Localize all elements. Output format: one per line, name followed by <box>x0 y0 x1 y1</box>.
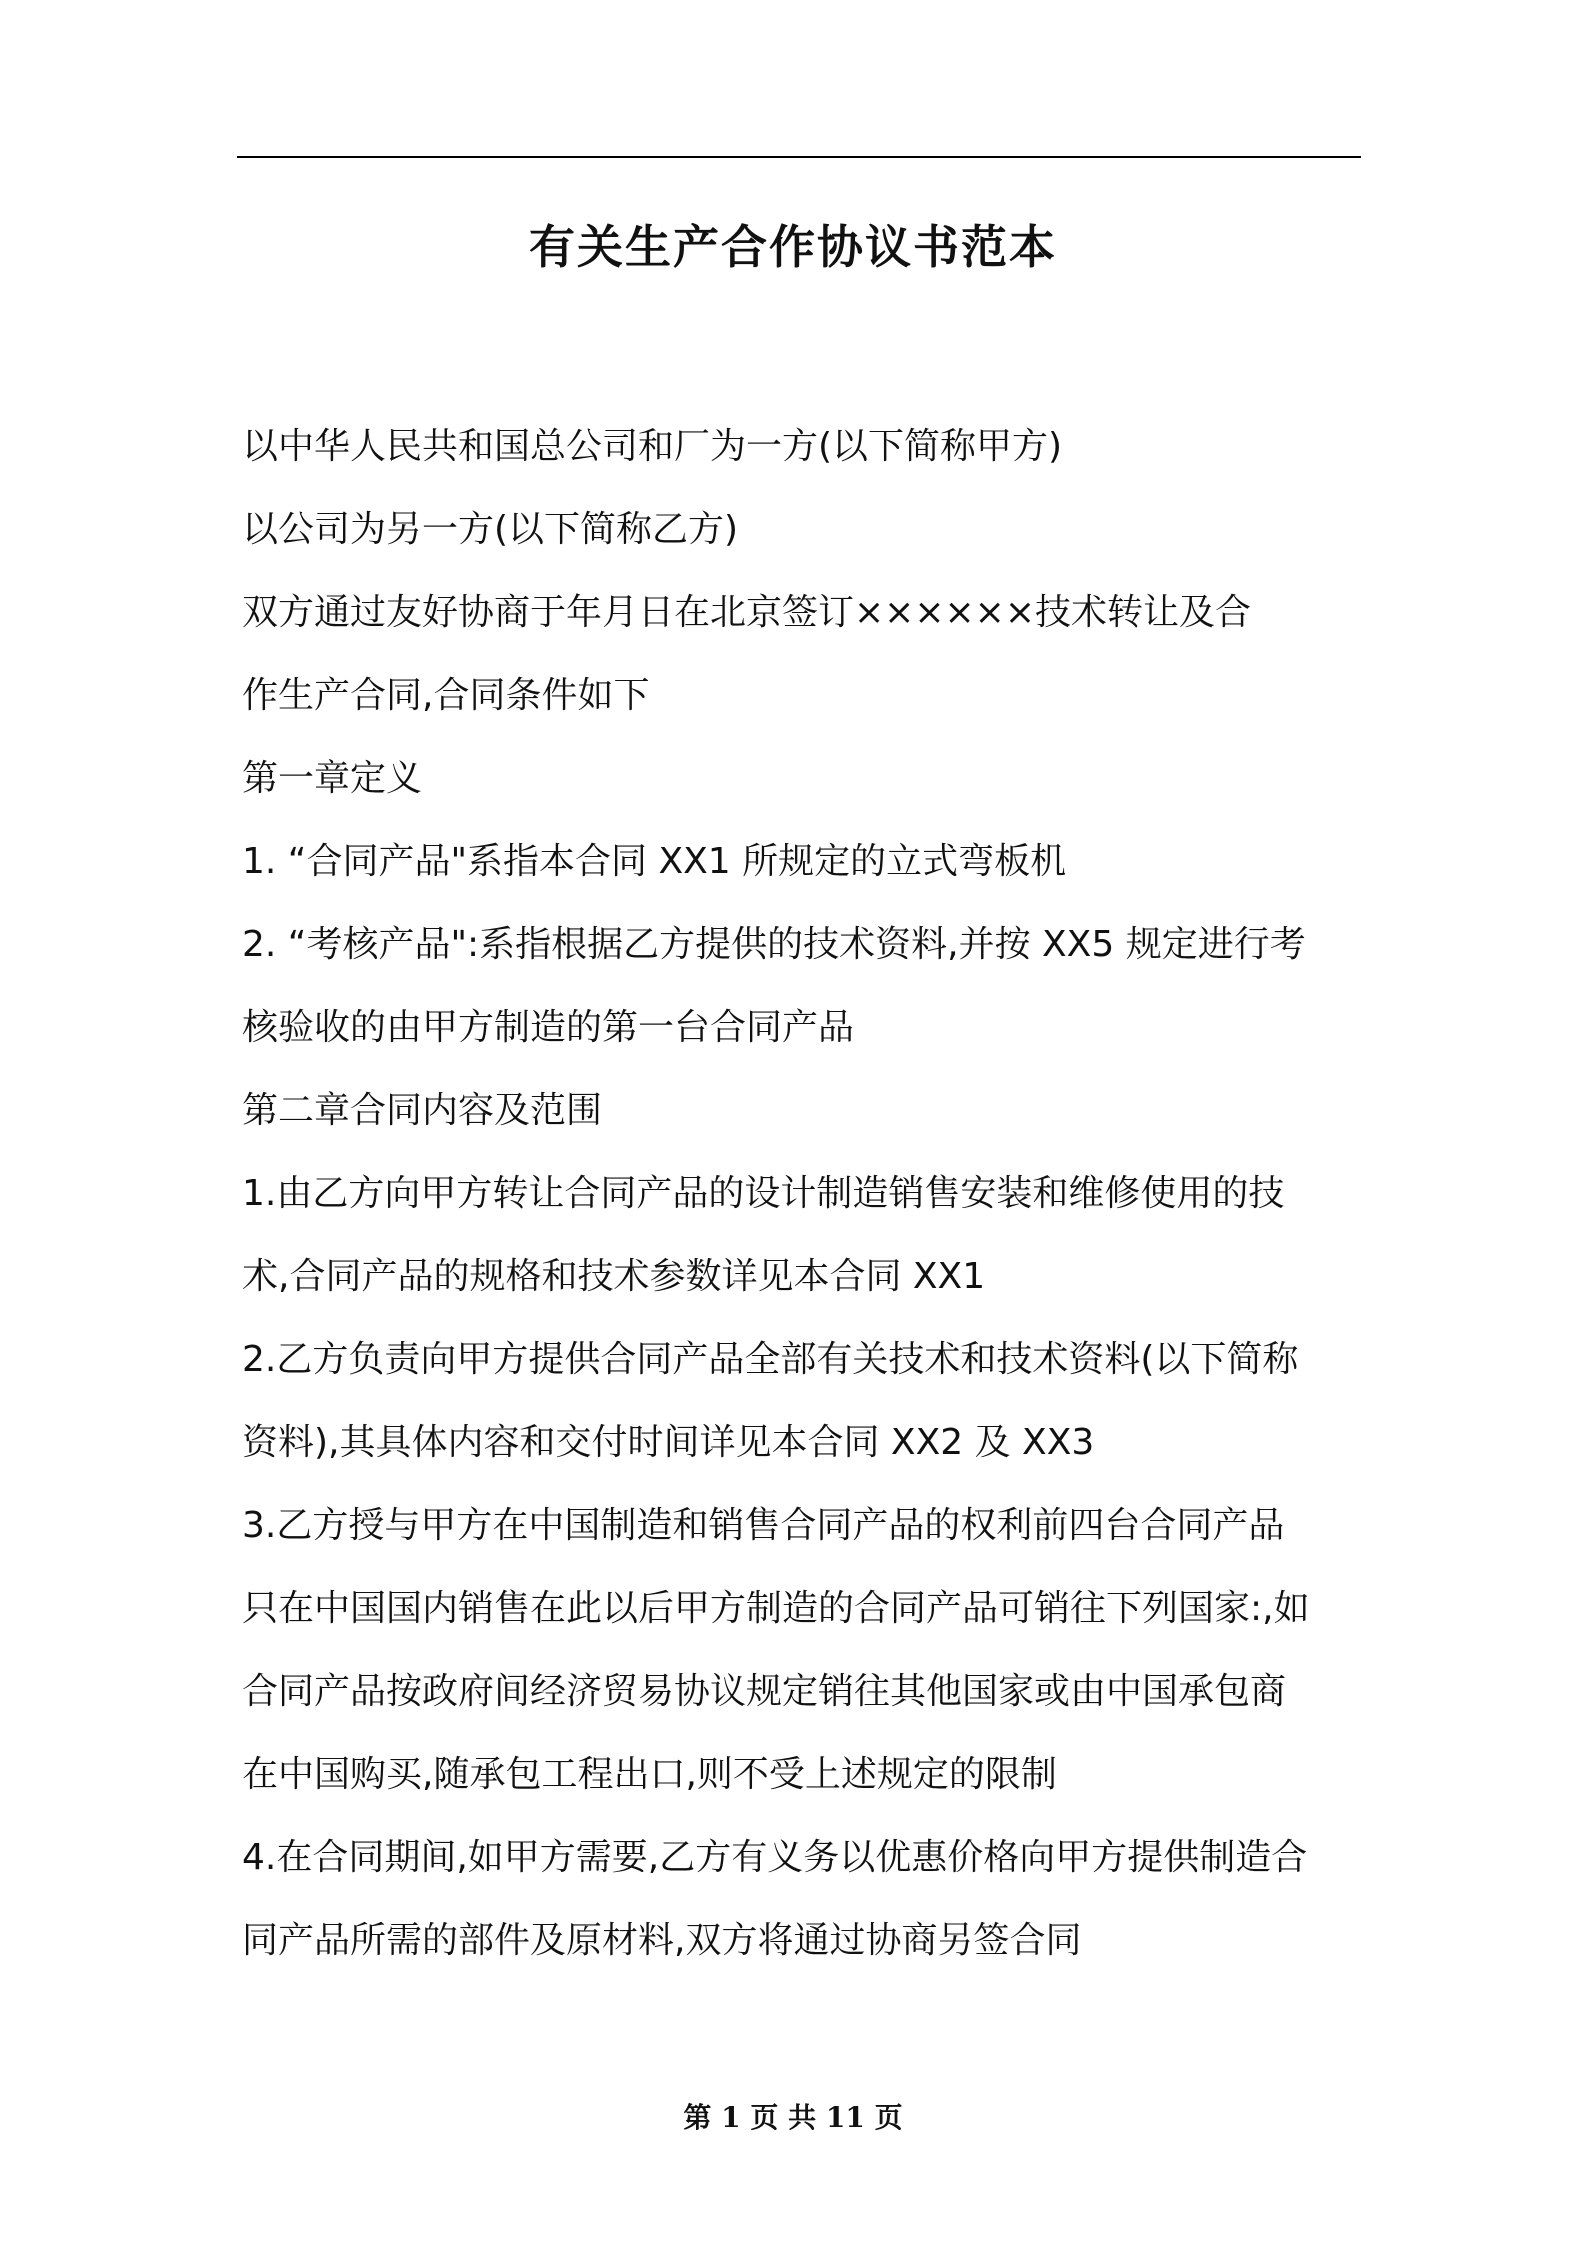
body-line: 以公司为另一方(以下简称乙方) <box>242 509 739 550</box>
body-line: 作生产合同,合同条件如下 <box>242 675 650 716</box>
body-line: 同产品所需的部件及原材料,双方将通过协商另签合同 <box>242 1920 1082 1961</box>
page-footer <box>0 2098 1586 2138</box>
body-line: 以中华人民共和国总公司和厂为一方(以下简称甲方) <box>242 426 1063 467</box>
body-line: 2. “考核产品":系指根据乙方提供的技术资料,并按 XX5 规定进行考 <box>242 924 1306 965</box>
body-line: 3.乙方授与甲方在中国制造和销售合同产品的权利前四台合同产品 <box>242 1505 1285 1546</box>
document-title: 有关生产合作协议书范本 <box>529 220 1057 274</box>
body-line: 资料),其具体内容和交付时间详见本合同 XX2 及 XX3 <box>242 1422 1095 1463</box>
body-line: 4.在合同期间,如甲方需要,乙方有义务以优惠价格向甲方提供制造合 <box>242 1837 1308 1878</box>
header-rule <box>237 156 1361 158</box>
body-line: 只在中国国内销售在此以后甲方制造的合同产品可销往下列国家:,如 <box>242 1588 1310 1629</box>
document-body <box>242 405 1362 1982</box>
section-heading: 第一章定义 <box>242 758 423 799</box>
body-line: 2.乙方负责向甲方提供合同产品全部有关技术和技术资料(以下简称 <box>242 1339 1299 1380</box>
page-number: 第 1 页 共 11 页 <box>683 2101 903 2134</box>
body-line: 1. “合同产品"系指本合同 XX1 所规定的立式弯板机 <box>242 841 1067 882</box>
body-line: 核验收的由甲方制造的第一台合同产品 <box>242 1007 855 1048</box>
body-line: 合同产品按政府间经济贸易协议规定销往其他国家或由中国承包商 <box>242 1671 1287 1712</box>
body-line: 在中国购买,随承包工程出口,则不受上述规定的限制 <box>242 1754 1057 1795</box>
body-line: 1.由乙方向甲方转让合同产品的设计制造销售安装和维修使用的技 <box>242 1173 1285 1214</box>
body-line: 术,合同产品的规格和技术参数详见本合同 XX1 <box>242 1256 986 1297</box>
section-heading: 第二章合同内容及范围 <box>242 1090 603 1131</box>
body-line: 双方通过友好协商于年月日在北京签订××××××技术转让及合 <box>242 592 1251 633</box>
